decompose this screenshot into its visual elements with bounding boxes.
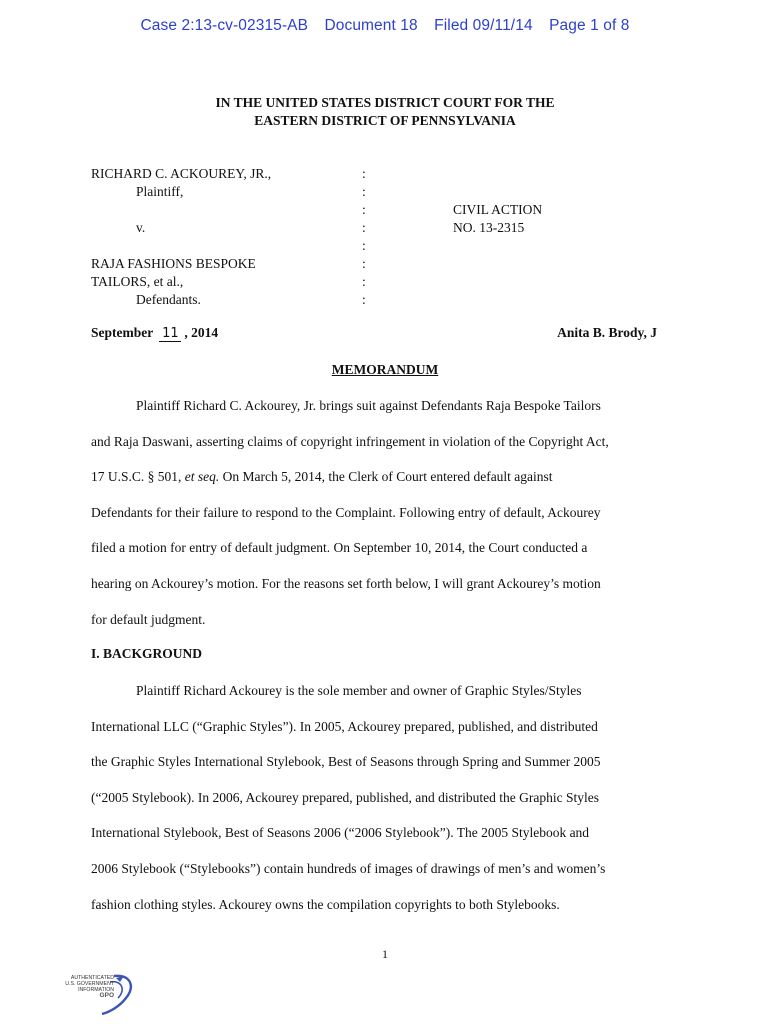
caption-line <box>91 165 691 183</box>
caption-line <box>91 219 691 237</box>
paragraph-background <box>91 673 671 922</box>
court-title-line-1: IN THE UNITED STATES DISTRICT COURT FOR THE <box>215 95 555 110</box>
case-header-stamp <box>0 17 770 35</box>
paragraph-line: Defendants for their failure to respond to the Complaint. Following entry of default, Ackourey <box>91 504 601 520</box>
date-month: September <box>91 325 153 340</box>
paragraph-line: International LLC (“Graphic Styles”). In 2005, Ackourey prepared, published, and distributed <box>91 718 598 734</box>
paragraph-line: Plaintiff Richard Ackourey is the sole member and owner of Graphic Styles/Styles <box>136 683 582 698</box>
paragraph-line <box>91 459 671 495</box>
court-title <box>0 94 770 130</box>
caption-line <box>91 201 691 219</box>
caption-party: RICHARD C. ACKOUREY, JR., <box>91 166 272 181</box>
caption-colon: : <box>362 238 366 253</box>
paragraph-line: (“2005 Stylebook). In 2006, Ackourey prepared, published, and distributed the Graphic Styles <box>91 789 600 805</box>
caption-line <box>91 291 691 309</box>
filed-date: Filed 09/11/14 <box>434 17 533 34</box>
case-number: Case 2:13-cv-02315-AB <box>140 17 309 34</box>
caption-line <box>91 183 691 201</box>
paragraph-line: and Raja Daswani, asserting claims of copyright infringement in violation of the Copyright Act, <box>91 433 609 449</box>
page-indicator: Page 1 of 8 <box>549 17 630 34</box>
paragraph-line: 2006 Stylebook (“Stylebooks”) contain hundreds of images of drawings of men’s and women’s <box>91 860 606 876</box>
caption-colon: : <box>362 166 366 181</box>
gpo-seal-text <box>44 975 114 999</box>
caption-party-role: Defendants. <box>136 292 201 307</box>
paragraph-line: filed a motion for entry of default judgment. On September 10, 2014, the Court conducted a <box>91 540 588 556</box>
memorandum-title: MEMORANDUM <box>331 362 439 377</box>
caption-colon: : <box>362 274 366 289</box>
date-day-handwritten: 11 <box>159 327 181 342</box>
date-year: , 2014 <box>184 325 219 340</box>
civil-action-label: CIVIL ACTION <box>453 202 543 217</box>
caption-party: RAJA FASHIONS BESPOKE <box>91 256 256 271</box>
caption-line <box>91 237 691 255</box>
statute-citation: 17 U.S.C. § 501, <box>91 469 185 485</box>
caption-colon: : <box>362 256 366 271</box>
seal-line: AUTHENTICATED <box>70 975 114 981</box>
seal-gpo: GPO <box>99 992 114 999</box>
citation-italic: et seq. <box>184 469 220 485</box>
paragraph-line: hearing on Ackourey’s motion. For the reasons set forth below, I will grant Ackourey’s motion <box>91 575 601 591</box>
caption-colon: : <box>362 220 366 235</box>
court-title-line-2: EASTERN DISTRICT OF PENNSYLVANIA <box>254 113 516 128</box>
paragraph-intro <box>91 388 671 637</box>
caption-party-role: Plaintiff, <box>136 184 184 199</box>
caption-party: TAILORS, et al., <box>91 274 184 289</box>
caption-colon: : <box>362 292 366 307</box>
paragraph-line-rest: On March 5, 2014, the Clerk of Court entered default against <box>219 469 553 485</box>
civil-action-number: NO. 13-2315 <box>453 220 525 235</box>
caption-colon: : <box>362 202 366 217</box>
seal-line: INFORMATION <box>78 987 114 993</box>
section-heading-background: I. BACKGROUND <box>91 646 203 661</box>
caption-line <box>91 273 691 291</box>
paragraph-line: International Stylebook, Best of Seasons 2006 (“2006 Stylebook”). The 2005 Stylebook and <box>91 825 590 841</box>
document-number: Document 18 <box>324 17 418 34</box>
paragraph-line: Plaintiff Richard C. Ackourey, Jr. brings suit against Defendants Raja Bespoke Tailors <box>136 398 601 413</box>
page-number: 1 <box>382 947 388 961</box>
paragraph-line: for default judgment. <box>91 611 206 627</box>
caption-line <box>91 255 691 273</box>
caption-versus: v. <box>136 220 146 235</box>
paragraph-line: fashion clothing styles. Ackourey owns the compilation copyrights to both Stylebooks. <box>91 896 560 912</box>
case-caption <box>91 165 691 309</box>
date-judge-line <box>91 325 657 342</box>
seal-line: U.S. GOVERNMENT <box>65 981 114 987</box>
caption-colon: : <box>362 184 366 199</box>
paragraph-line: the Graphic Styles International Stylebook, Best of Seasons through Spring and Summer 2005 <box>91 754 601 770</box>
judge-name: Anita B. Brody, J <box>557 325 657 340</box>
